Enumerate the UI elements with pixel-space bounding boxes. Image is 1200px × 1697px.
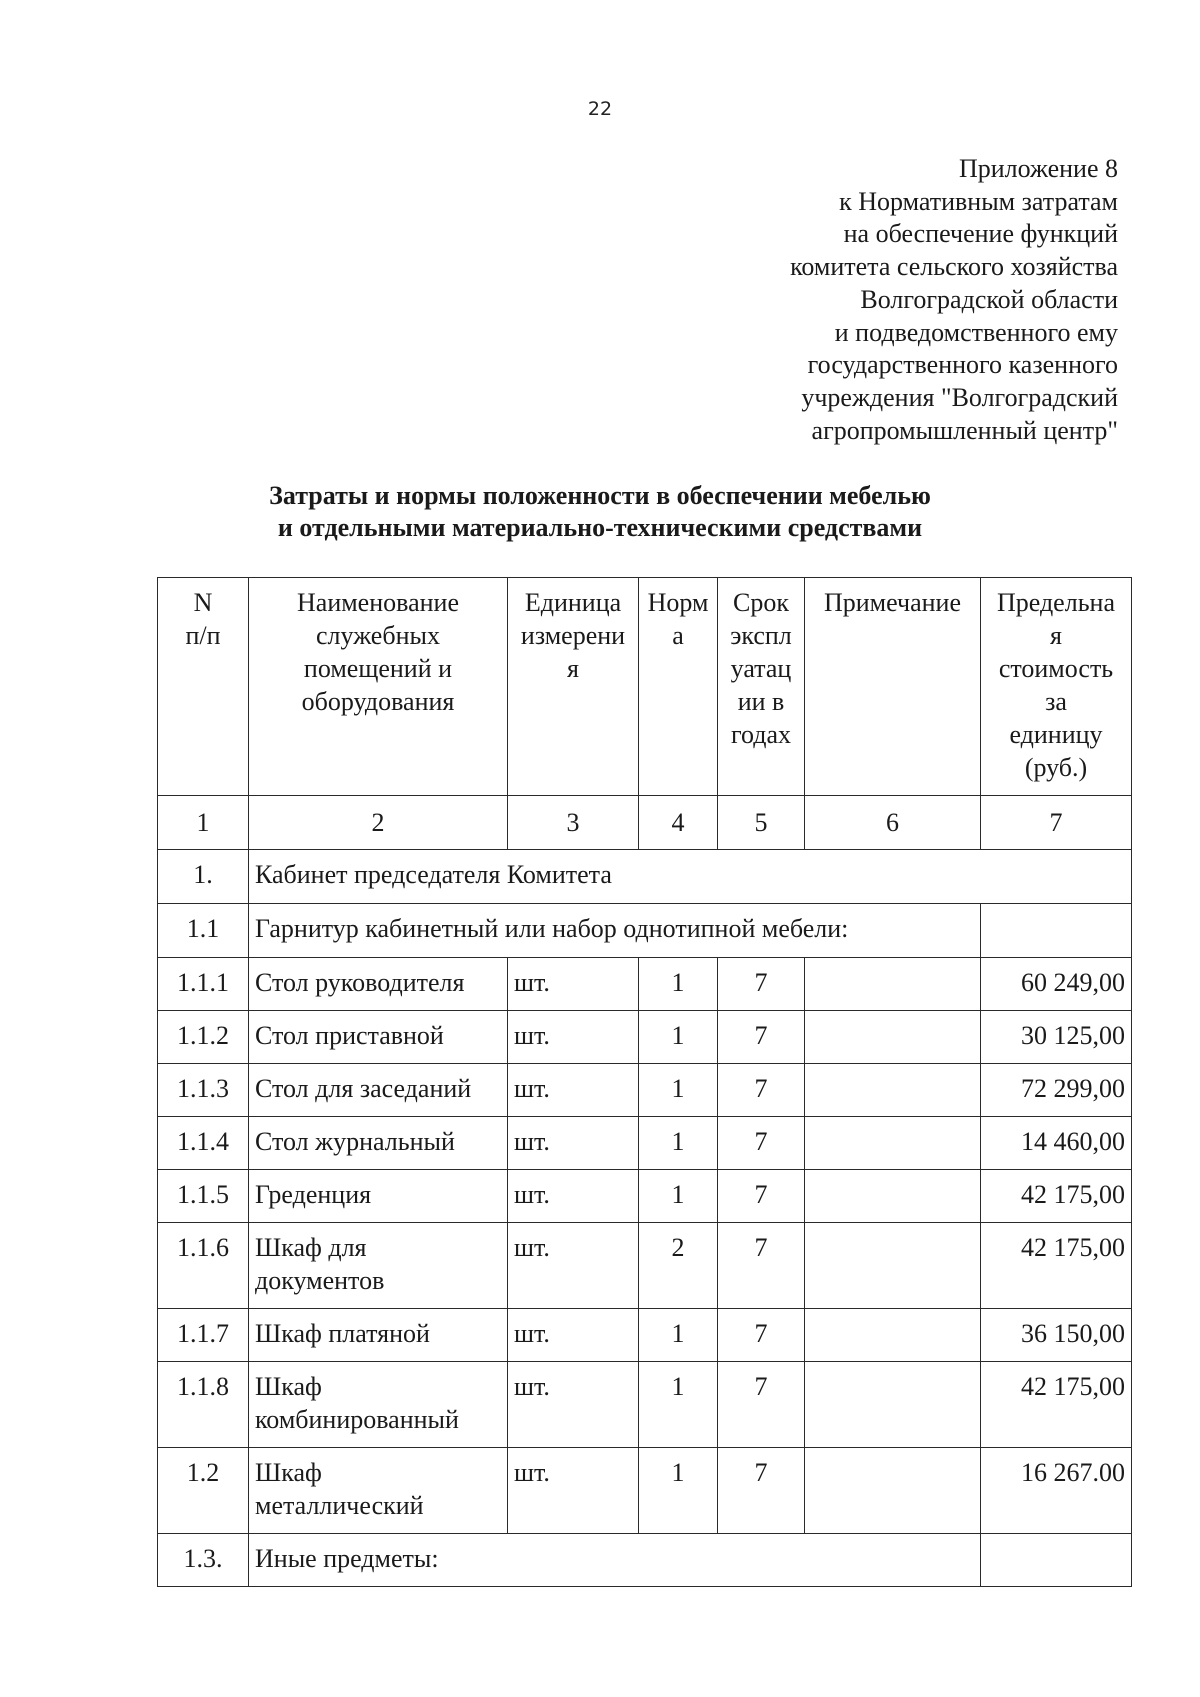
table-row — [158, 1011, 1132, 1064]
title-line-2: и отдельными материально-техническими средствами — [277, 513, 923, 542]
appendix-line: учреждения "Волгоградский — [801, 382, 1118, 412]
row-name: Шкаф комбинированный — [249, 1362, 508, 1448]
row-norm: 1 — [639, 1170, 718, 1223]
row-term: 7 — [718, 1117, 805, 1170]
row-note — [805, 1223, 981, 1309]
row-name: Греденция — [249, 1170, 508, 1223]
header-note: Примечание — [805, 578, 981, 796]
row-num: 1.2 — [158, 1448, 249, 1534]
row-norm: 1 — [639, 1362, 718, 1448]
table-row — [158, 1362, 1132, 1448]
row-num: 1.1.5 — [158, 1170, 249, 1223]
table-row — [158, 1309, 1132, 1362]
appendix-line: и подведомственного ему — [834, 317, 1118, 347]
row-price: 42 175,00 — [981, 1362, 1132, 1448]
appendix-line: к Нормативным затратам — [839, 186, 1118, 216]
row-price: 30 125,00 — [981, 1011, 1132, 1064]
group-title: Иные предметы: — [249, 1534, 981, 1587]
group-num: 1.1 — [158, 904, 249, 958]
row-price: 72 299,00 — [981, 1064, 1132, 1117]
group-row — [158, 904, 1132, 958]
row-term: 7 — [718, 1170, 805, 1223]
row-price: 60 249,00 — [981, 958, 1132, 1011]
row-term: 7 — [718, 1064, 805, 1117]
row-unit: шт. — [508, 1362, 639, 1448]
title-line-1: Затраты и нормы положенности в обеспечении мебелью — [269, 481, 931, 510]
row-num: 1.1.4 — [158, 1117, 249, 1170]
row-norm: 1 — [639, 1448, 718, 1534]
row-norm: 1 — [639, 1309, 718, 1362]
row-num: 1.1.6 — [158, 1223, 249, 1309]
table-row — [158, 958, 1132, 1011]
column-number: 5 — [718, 796, 805, 850]
group-price-empty — [981, 904, 1132, 958]
row-unit: шт. — [508, 1223, 639, 1309]
header-num: N п/п — [158, 578, 249, 796]
row-price: 42 175,00 — [981, 1223, 1132, 1309]
appendix-reference — [790, 153, 1118, 447]
row-name: Стол приставной — [249, 1011, 508, 1064]
appendix-line: комитета сельского хозяйства — [790, 252, 1118, 282]
row-note — [805, 1170, 981, 1223]
row-term: 7 — [718, 1011, 805, 1064]
appendix-line: Волгоградской области — [860, 284, 1118, 314]
row-norm: 1 — [639, 958, 718, 1011]
row-price: 16 267.00 — [981, 1448, 1132, 1534]
row-name: Шкаф металлический — [249, 1448, 508, 1534]
row-norm: 1 — [639, 1117, 718, 1170]
row-name: Стол руководителя — [249, 958, 508, 1011]
table-row — [158, 1117, 1132, 1170]
group-title: Гарнитур кабинетный или набор однотипной мебели: — [249, 904, 981, 958]
column-number: 3 — [508, 796, 639, 850]
row-term: 7 — [718, 1362, 805, 1448]
appendix-line: Приложение 8 — [958, 154, 1118, 183]
column-number: 6 — [805, 796, 981, 850]
table-header-row — [158, 578, 1132, 796]
header-name: Наименование служебных помещений и оборудования — [249, 578, 508, 796]
row-num: 1.1.2 — [158, 1011, 249, 1064]
row-unit: шт. — [508, 1170, 639, 1223]
group-price-empty — [981, 1534, 1132, 1587]
row-unit: шт. — [508, 958, 639, 1011]
row-price: 42 175,00 — [981, 1170, 1132, 1223]
table-row — [158, 1064, 1132, 1117]
appendix-line: агропромышленный центр" — [811, 415, 1118, 445]
row-num: 1.1.8 — [158, 1362, 249, 1448]
appendix-line: государственного казенного — [807, 350, 1118, 380]
row-unit: шт. — [508, 1309, 639, 1362]
row-name: Шкаф платяной — [249, 1309, 508, 1362]
header-norm: Норм а — [639, 578, 718, 796]
group-num: 1.3. — [158, 1534, 249, 1587]
row-note — [805, 1362, 981, 1448]
row-unit: шт. — [508, 1117, 639, 1170]
column-number: 7 — [981, 796, 1132, 850]
column-number-row — [158, 796, 1132, 850]
page-number: 22 — [587, 98, 613, 120]
document-title — [0, 480, 1200, 544]
column-number: 1 — [158, 796, 249, 850]
row-term: 7 — [718, 958, 805, 1011]
row-term: 7 — [718, 1309, 805, 1362]
row-note — [805, 1064, 981, 1117]
column-number: 2 — [249, 796, 508, 850]
row-note — [805, 1448, 981, 1534]
row-norm: 1 — [639, 1011, 718, 1064]
norms-table — [157, 577, 1132, 1587]
row-norm: 2 — [639, 1223, 718, 1309]
row-norm: 1 — [639, 1064, 718, 1117]
table-row — [158, 1448, 1132, 1534]
header-term: Срок экспл уатац ии в годах — [718, 578, 805, 796]
row-price: 36 150,00 — [981, 1309, 1132, 1362]
row-term: 7 — [718, 1223, 805, 1309]
row-note — [805, 1309, 981, 1362]
section-row — [158, 850, 1132, 904]
row-unit: шт. — [508, 1448, 639, 1534]
group-row — [158, 1534, 1132, 1587]
row-note — [805, 958, 981, 1011]
header-price: Предельна я стоимость за единицу (руб.) — [981, 578, 1132, 796]
row-name: Стол журнальный — [249, 1117, 508, 1170]
row-name: Стол для заседаний — [249, 1064, 508, 1117]
header-unit: Единица измерени я — [508, 578, 639, 796]
row-num: 1.1.1 — [158, 958, 249, 1011]
row-term: 7 — [718, 1448, 805, 1534]
row-price: 14 460,00 — [981, 1117, 1132, 1170]
row-name: Шкаф для документов — [249, 1223, 508, 1309]
section-num: 1. — [158, 850, 249, 904]
row-num: 1.1.7 — [158, 1309, 249, 1362]
row-unit: шт. — [508, 1064, 639, 1117]
section-title: Кабинет председателя Комитета — [249, 850, 1132, 904]
table-row — [158, 1170, 1132, 1223]
row-note — [805, 1011, 981, 1064]
appendix-line: на обеспечение функций — [843, 219, 1118, 249]
row-note — [805, 1117, 981, 1170]
row-unit: шт. — [508, 1011, 639, 1064]
column-number: 4 — [639, 796, 718, 850]
table-row — [158, 1223, 1132, 1309]
row-num: 1.1.3 — [158, 1064, 249, 1117]
